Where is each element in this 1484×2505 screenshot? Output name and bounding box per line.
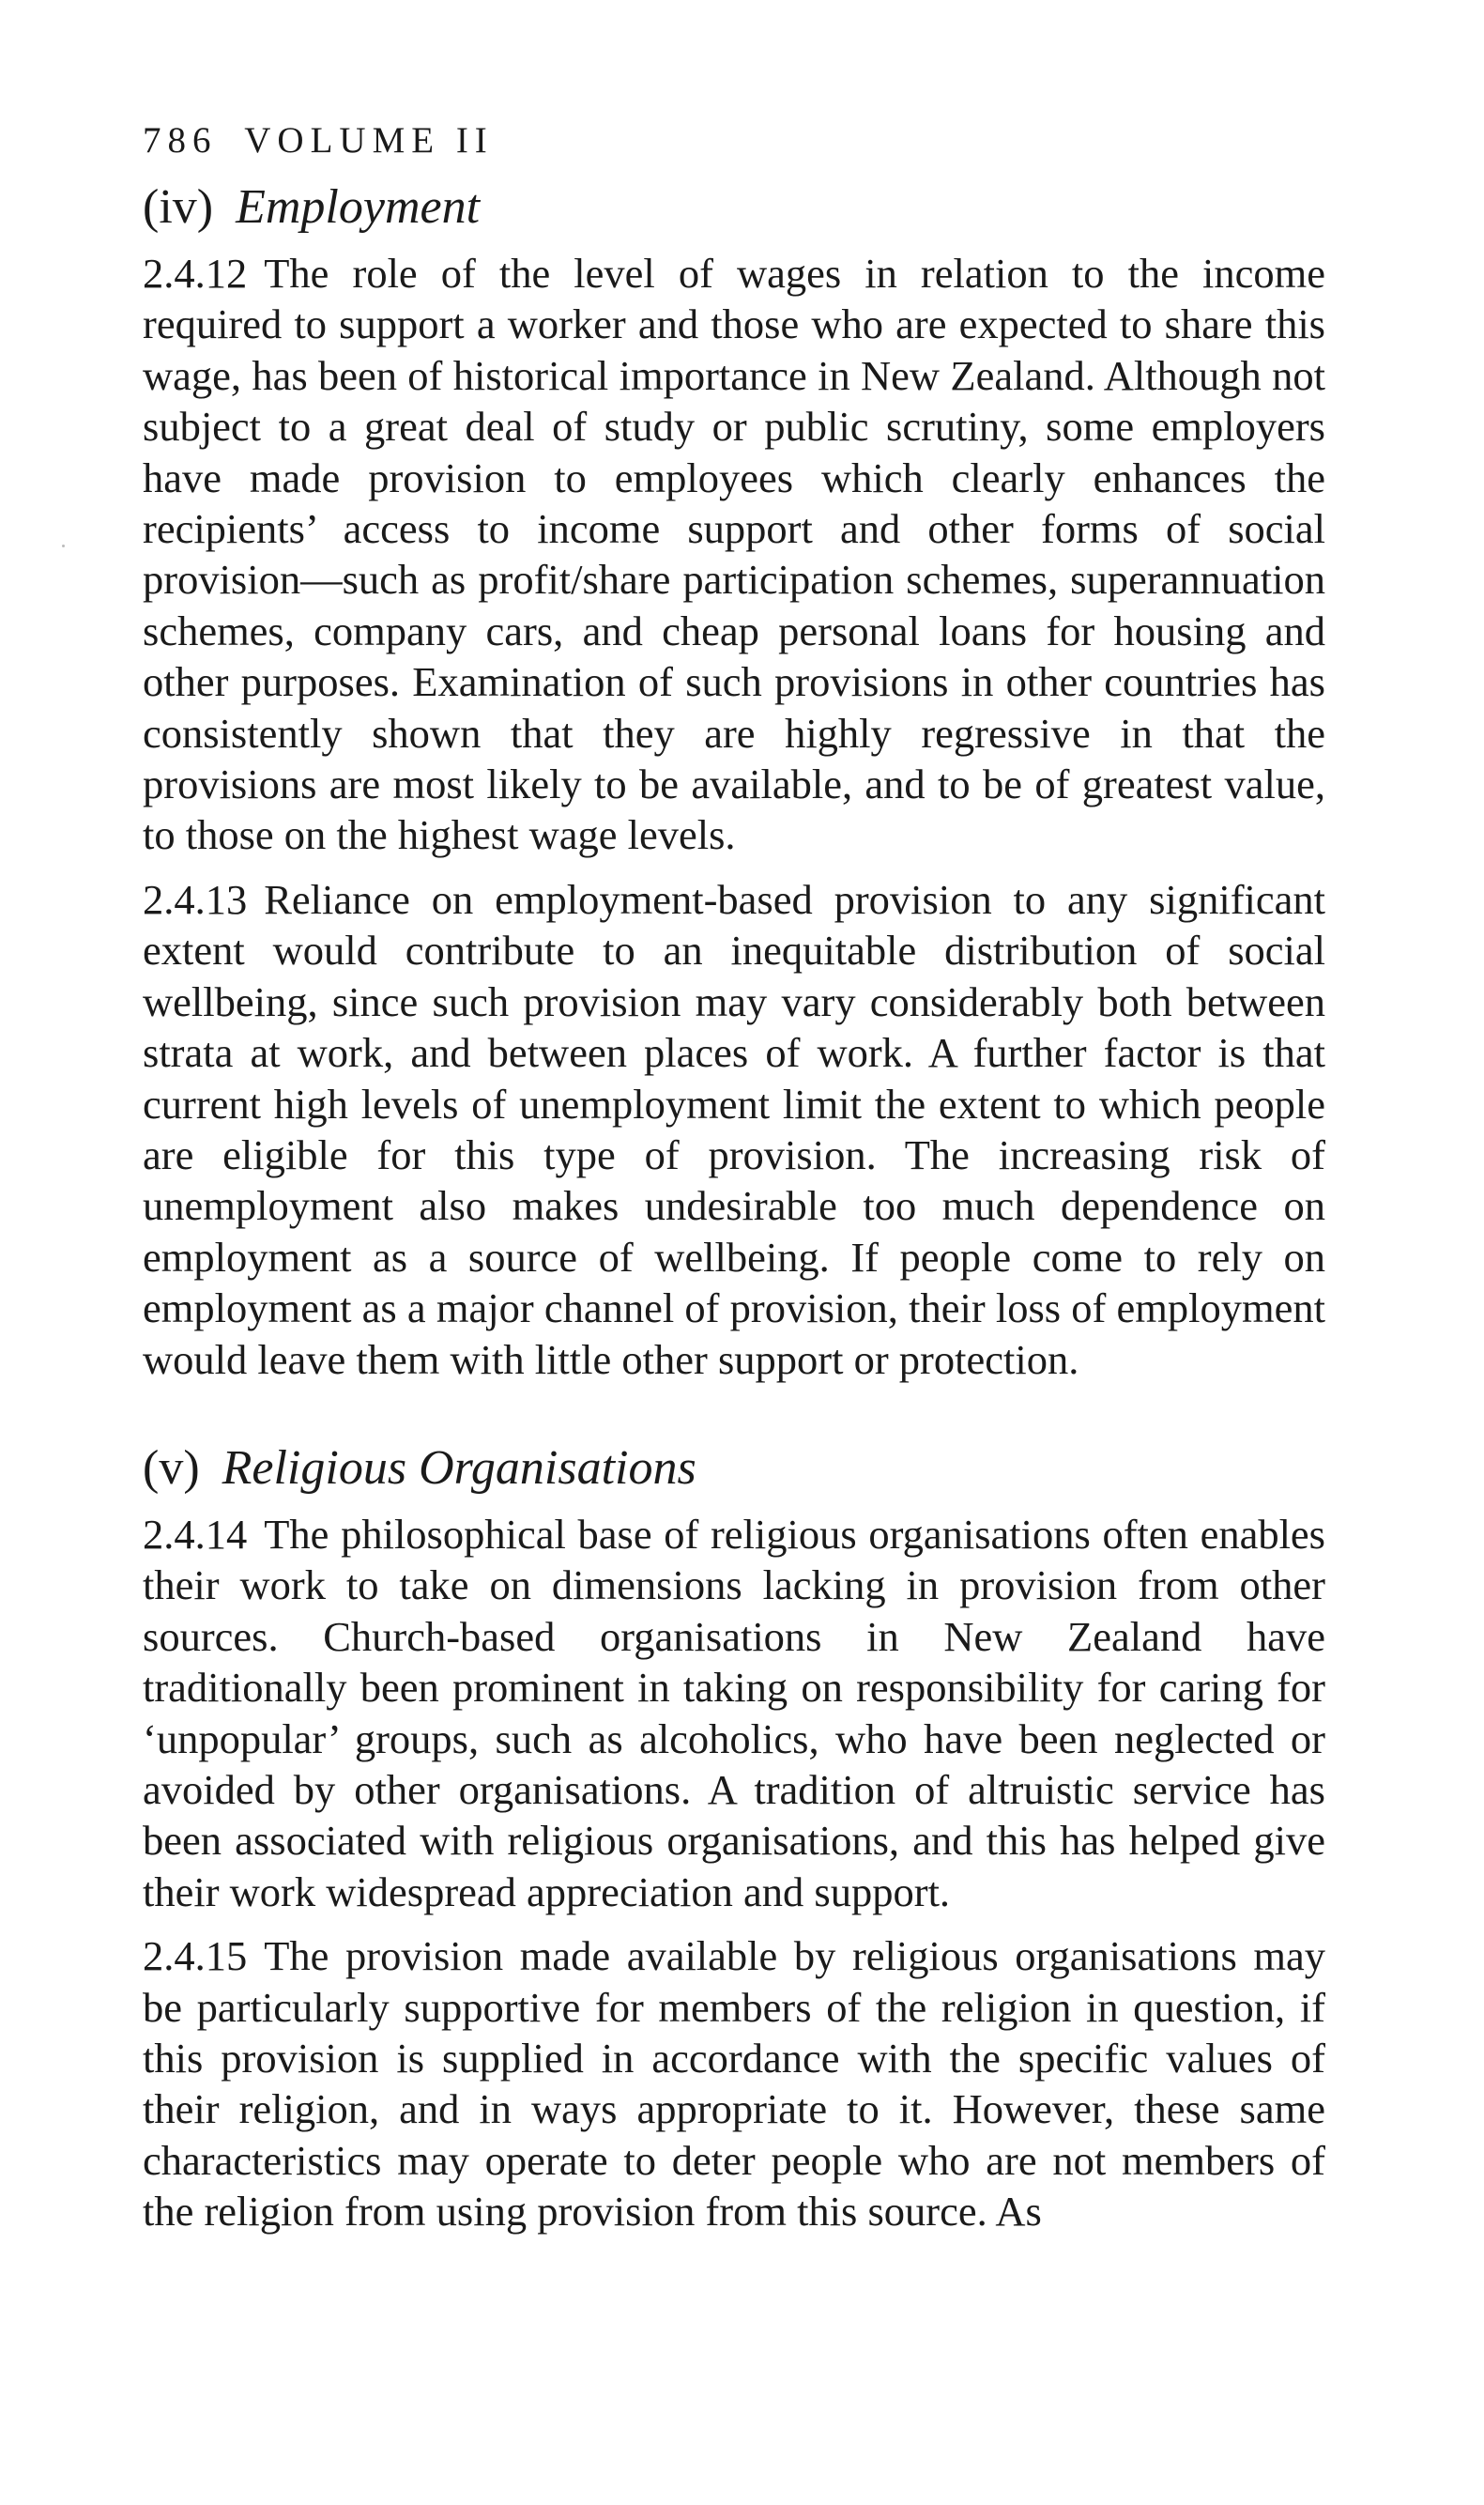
- scan-speck: [62, 545, 65, 547]
- paragraph-text: The role of the level of wages in relation to the income required to support a worker and those who are expected to share this wage, has been of historical importance in New Zealand. Although not subject to a great deal of study or public scrutiny, some employers have made provision to employees which clearly enhances the recipients’ access to income support and other forms of social provision—such as profit/share participation schemes, superannuation schemes, company cars, and cheap personal loans for housing and other purposes. Examination of such provisions in other countries has consistently shown that they are highly regressive in that the provisions are most likely to be available, and to be of greatest value, to those on the highest wage levels.: [143, 250, 1325, 859]
- paragraph-2-4-14: [143, 1509, 1325, 1917]
- section-title: Employment: [236, 180, 481, 234]
- section-heading-employment: [143, 175, 1325, 240]
- paragraph-2-4-13: [143, 874, 1325, 1385]
- section-heading-religious-organisations: [143, 1436, 1325, 1501]
- paragraph-number: 2.4.15: [143, 1932, 248, 1980]
- section-number: (v): [143, 1440, 200, 1495]
- document-page: [143, 113, 1325, 2251]
- section-title: Religious Organisations: [222, 1440, 696, 1495]
- page-number: 786: [143, 120, 218, 161]
- paragraph-text: The provision made available by religious organisations may be particularly supportive for members of the religion in question, if this provision is supplied in accordance with the specific values of their religion, and in ways appropriate to it. However, these same characteristics may operate to deter people who are not members of the religion from using provision from this source. As: [143, 1932, 1325, 2236]
- paragraph-text: Reliance on employment-based provision to any significant extent would contribute to an inequitable distribution of social wellbeing, since such provision may vary considerably both between strata at work, and between places of work. A further factor is that current high levels of unemployment limit the extent to which people are eligible for this type of provision. The increasing risk of unemployment also makes undesirable too much dependence on employment as a source of wellbeing. If people come to rely on employment as a major channel of provision, their loss of employment would leave them with little other support or protection.: [143, 875, 1325, 1383]
- paragraph-number: 2.4.14: [143, 1510, 248, 1558]
- paragraph-2-4-15: [143, 1930, 1325, 2236]
- paragraph-text: The philosophical base of religious organisations often enables their work to take on dimensions lacking in provision from other sources. Church-based organisations in New Zealand have traditionally been prominent in taking on responsibility for caring for ‘unpopular’ groups, such as alcoholics, who have been neglected or avoided by other organisations. A tradition of altruistic service has been associated with religious organisations, and this has helped give their work widespread appreciation and support.: [143, 1510, 1325, 1915]
- paragraph-number: 2.4.13: [143, 875, 248, 923]
- section-number: (iv): [143, 180, 214, 234]
- running-head: [143, 113, 1325, 169]
- volume-label: VOLUME II: [244, 120, 494, 161]
- paragraph-number: 2.4.12: [143, 250, 248, 297]
- paragraph-2-4-12: [143, 248, 1325, 861]
